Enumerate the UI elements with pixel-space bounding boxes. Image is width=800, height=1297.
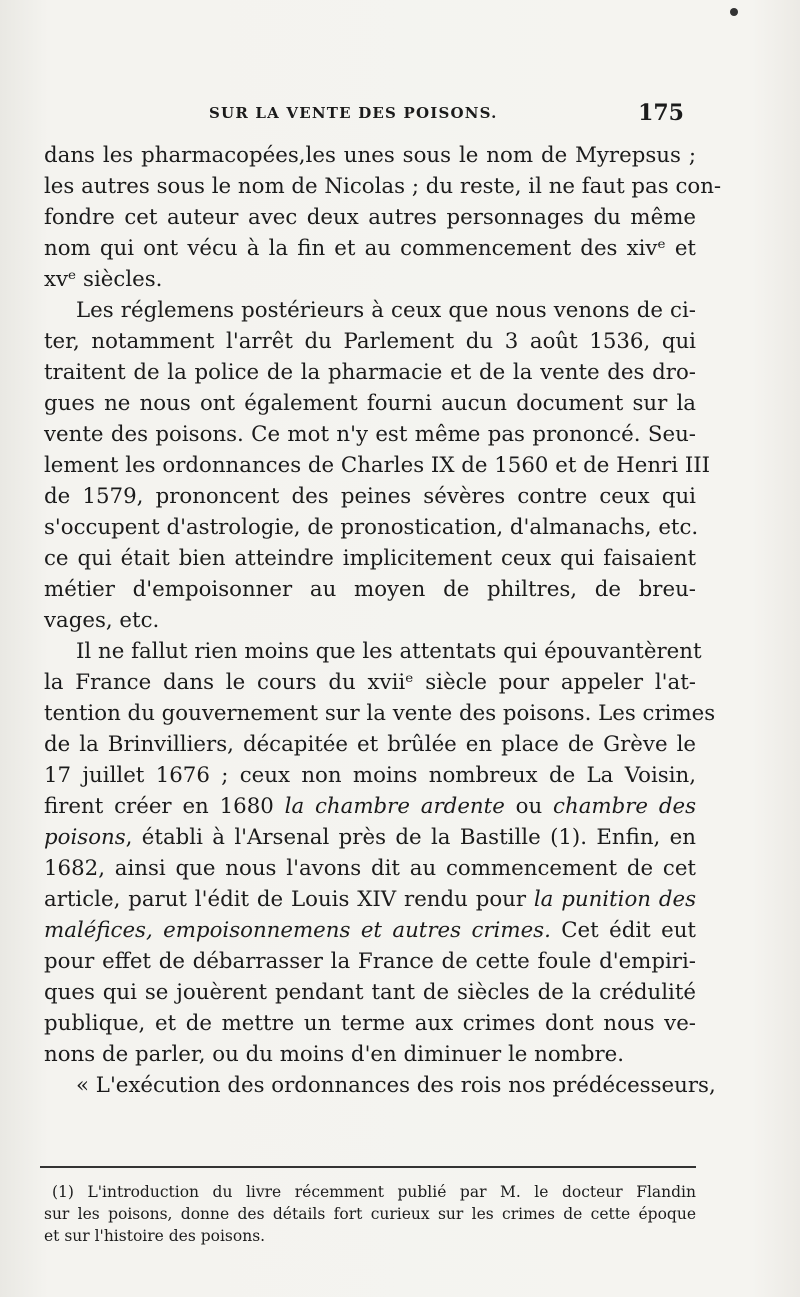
text-line: vages, etc. [44,608,160,633]
text-line: nom qui ont vécu à la fin et au commencement des xivᵉ et [44,236,696,261]
text-line: les autres sous le nom de Nicolas ; du reste, il ne faut pas con- [44,174,722,199]
text-line: 17 juillet 1676 ; ceux non moins nombreux de La Voisin, [44,763,696,788]
text-run: ou [504,794,554,819]
text-line: dans les pharmacopées,les unes sous le nom de Myrepsus ; [44,143,696,168]
paragraph-4 [44,1070,716,1101]
text-line: vente des poisons. Ce mot n'y est même pas prononcé. Seu- [44,422,696,447]
body-text [44,140,722,1101]
italic-run: chambre des [553,794,697,819]
footnote-divider [40,1166,696,1168]
paragraph-1 [44,140,722,295]
text-line: publique, et de mettre un terme aux crimes dont nous ve- [44,1011,696,1036]
text-line: ques qui se jouèrent pendant tant de siècles de la crédulité [44,980,696,1005]
footnote-line: (1) L'introduction du livre récemment publié par M. le docteur Flandin [52,1183,696,1201]
text-line: la France dans le cours du xviiᵉ siècle pour appeler l'at- [44,670,696,695]
text-run: firent créer en 1680 [44,794,285,819]
text-line: de 1579, prononcent des peines sévères contre ceux qui [44,484,696,509]
italic-run: la chambre ardente [284,794,505,819]
footnote-line: sur les poisons, donne des détails fort curieux sur les crimes de cette époque [44,1205,696,1223]
text-line: ter, notamment l'arrêt du Parlement du 3 août 1536, qui [44,329,696,354]
ink-spot [730,8,738,16]
text-line: lement les ordonnances de Charles IX de 1560 et de Henri III [44,453,711,478]
text-line: ce qui était bien atteindre implicitement ceux qui faisaient [44,546,696,571]
text-line: 1682, ainsi que nous l'avons dit au commencement de cet [44,856,696,881]
text-line: pour effet de débarrasser la France de cette foule d'empiri- [44,949,696,974]
text-line: gues ne nous ont également fourni aucun document sur la [44,391,696,416]
text-line: « L'exécution des ordonnances des rois nos prédécesseurs, [76,1073,716,1098]
text-line [44,822,696,853]
italic-run: poisons [44,825,126,850]
italic-run: la punition des [533,887,696,912]
text-line [44,791,696,822]
page-header [44,100,684,130]
text-run: , établi à l'Arsenal près de la Bastille (1). Enfin, en [125,825,696,850]
italic-run: maléfices, empoisonnemens et autres crimes. [44,918,551,943]
running-title: SUR LA VENTE DES POISONS. [209,104,498,122]
text-line: xvᵉ siècles. [44,267,163,292]
text-line [44,884,696,915]
paragraph-2 [44,295,711,636]
text-line: traitent de la police de la pharmacie et de la vente des dro- [44,360,696,385]
page-number: 175 [638,100,684,126]
paragraph-3 [44,636,716,1070]
text-line: Les réglemens postérieurs à ceux que nous venons de ci- [76,298,696,323]
text-line [44,915,696,946]
text-line: fondre cet auteur avec deux autres personnages du même [44,205,696,230]
text-line: tention du gouvernement sur la vente des poisons. Les crimes [44,701,716,726]
footnote [44,1181,696,1247]
text-line: nons de parler, ou du moins d'en diminuer le nombre. [44,1042,625,1067]
text-run: article, parut l'édit de Louis XIV rendu pour [44,887,534,912]
text-run: Cet édit eut [550,918,696,943]
text-line: s'occupent d'astrologie, de pronostication, d'almanachs, etc. [44,515,699,540]
footnote-line: et sur l'histoire des poisons. [44,1227,266,1245]
text-line: métier d'empoisonner au moyen de philtres, de breu- [44,577,696,602]
text-line: Il ne fallut rien moins que les attentats qui épouvantèrent [76,639,702,664]
text-line: de la Brinvilliers, décapitée et brûlée en place de Grève le [44,732,696,757]
